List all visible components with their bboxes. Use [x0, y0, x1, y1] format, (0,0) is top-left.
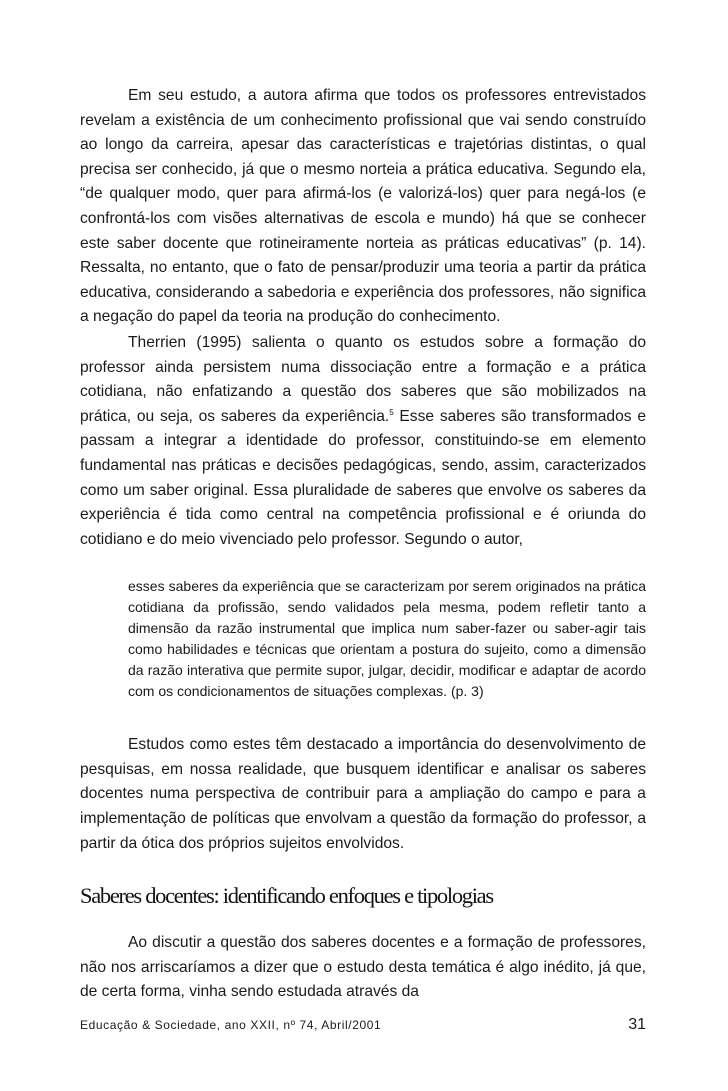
footnote-marker: 5 [389, 407, 394, 417]
page-number: 31 [628, 1016, 646, 1033]
body-paragraph: Estudos como estes têm destacado a importância do desenvolvimento de pesquisas, em nossa realidade, que busquem identificar e analisar os saberes docentes numa perspectiva de contribuir para a ampliação do campo e para a implementação de políticas que envolvam a questão da formação do professor, a partir da ótica dos próprios sujeitos envolvidos. [80, 736, 646, 852]
page-footer [80, 1016, 646, 1034]
journal-citation: Educação & Sociedade, ano XXII, nº 74, Abril/2001 [80, 1018, 382, 1032]
body-paragraph [80, 331, 646, 552]
paragraph-text: Esse saberes são transformados e passam a integrar a identidade do professor, constituindo-se em elemento fundamental nas práticas e decisões pedagógicas, sendo, assim, caracterizados como um saber original. Essa pluralidade de saberes que envolve os saberes da experiência é tida como central na competência profissional e é oriunda do cotidiano e do meio vivenciado pelo professor. Segundo o autor, [80, 407, 646, 548]
page-body [80, 84, 646, 1005]
paragraph-text: Therrien (1995) salienta o quanto os estudos sobre a formação do professor ainda persistem numa dissociação entre a formação e a prática cotidiana, não enfatizando a questão dos saberes que são mobilizados na prática, ou seja, os saberes da experiência. [80, 333, 646, 425]
section-heading: Saberes docentes: identificando enfoques e tipologias [80, 883, 493, 909]
body-paragraph: Em seu estudo, a autora afirma que todos os professores entrevistados revelam a existência de um conhecimento profissional que vai sendo construído ao longo da carreira, apesar das características e trajetórias distintas, o qual precisa ser conhecido, já que o mesmo norteia a prática educativa. Segundo ela, “de qualquer modo, quer para afirmá-los (e valorizá-los) quer para negá-los (e confrontá-los com visões alternativas de escola e mundo) há que se conhecer este saber docente que rotineiramente norteia as práticas educativas” (p. 14). Ressalta, no entanto, que o fato de pensar/produzir uma teoria a partir da prática educativa, considerando a sabedoria e experiência dos professores, não significa a negação do papel da teoria na produção do conhecimento. [80, 87, 646, 326]
block-quote: esses saberes da experiência que se caracterizam por serem originados na prática cotidiana da profissão, sendo validados pela mesma, podem refletir tanto a dimensão da razão instrumental que implica num saber-fazer ou saber-agir tais como habilidades e técnicas que orientam a postura do sujeito, como a dimensão da razão interativa que permite supor, julgar, decidir, modificar e adaptar de acordo com os condicionamentos de situações complexas. (p. 3) [128, 578, 646, 700]
body-paragraph: Ao discutir a questão dos saberes docentes e a formação de professores, não nos arriscaríamos a dizer que o estudo desta temática é algo inédito, já que, de certa forma, vinha sendo estudada através da [80, 934, 646, 1001]
